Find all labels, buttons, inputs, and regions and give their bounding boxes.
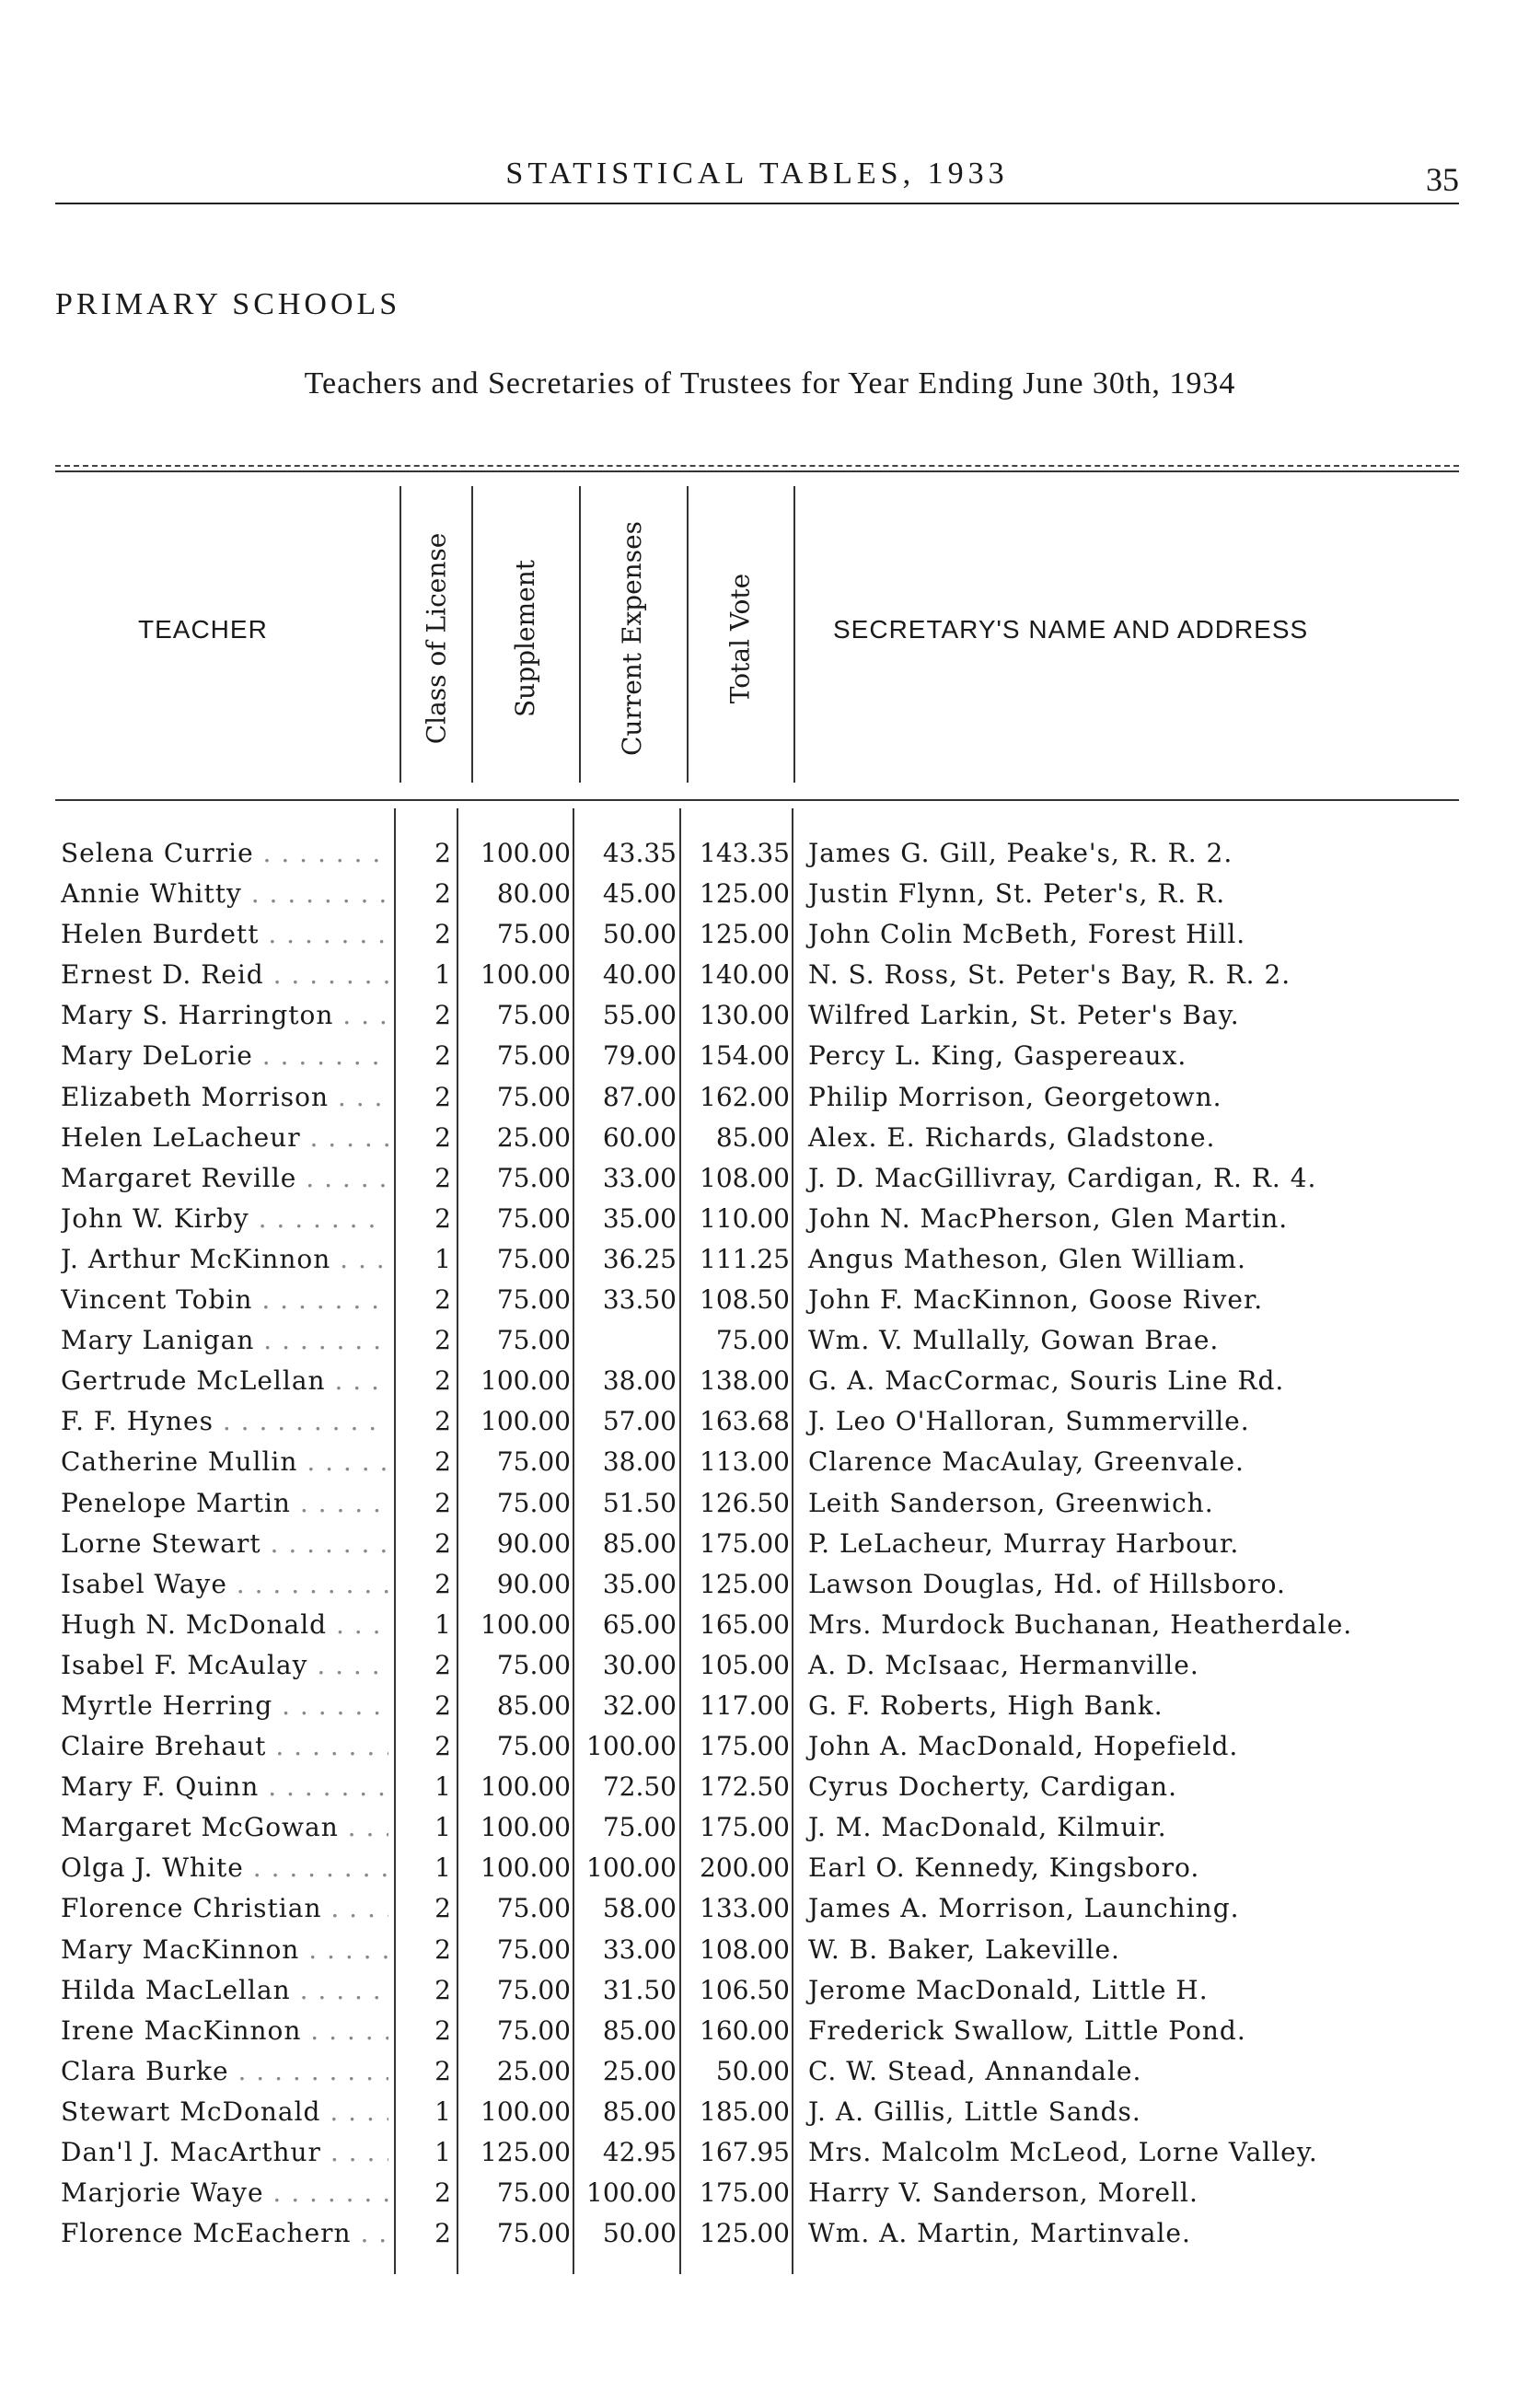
teacher-name: J. Arthur McKinnon . . . [61,1239,388,1280]
teacher-name: Clara Burke . . . [61,2051,388,2092]
total-vote-amount: 162.00 [700,1081,790,1112]
total-vote-amount: 108.50 [700,1284,790,1316]
secretary-name-address: Wilfred Larkin, St. Peter's Bay. [808,1000,1240,1031]
current-expenses-amount: 30.00 [602,1649,677,1680]
teacher-name: John W. Kirby . . . [61,1199,388,1239]
supplement-amount: 75.00 [496,2014,571,2046]
total-vote-amount: 126.50 [700,1487,790,1518]
current-expenses-amount: 100.00 [586,2177,677,2209]
secretary-name-address: Wm. A. Martin, Martinvale. [808,2218,1191,2249]
table-row [0,995,1540,1036]
class-of-license: 2 [434,1365,451,1397]
table-top-rule [55,465,1459,467]
supplement-amount: 75.00 [496,919,571,950]
total-vote-amount: 50.00 [715,2055,790,2086]
total-vote-amount: 106.50 [700,1974,790,2005]
class-of-license: 2 [434,1406,451,1437]
page-number: 35 [1426,161,1459,198]
secretary-name-address: A. D. McIsaac, Hermanville. [808,1649,1199,1680]
table-row [0,1401,1540,1442]
table-row [0,955,1540,995]
total-vote-amount: 175.00 [700,1731,790,1762]
supplement-amount: 75.00 [496,1325,571,1356]
table-row [0,1686,1540,1726]
teacher-name: Ernest D. Reid . . . [61,955,388,995]
section-title: PRIMARY SCHOOLS [55,287,401,321]
current-expenses-amount: 25.00 [602,2055,677,2086]
total-vote-amount: 108.00 [700,1933,790,1965]
teacher-name: Dan'l J. MacArthur . . . [61,2132,388,2173]
table-row [0,2132,1540,2173]
class-of-license: 2 [434,2055,451,2086]
supplement-amount: 75.00 [496,1243,571,1274]
table-row [0,833,1540,874]
header-secretary: SECRETARY'S NAME AND ADDRESS [833,615,1309,644]
supplement-amount: 100.00 [481,2095,571,2127]
supplement-amount: 90.00 [496,1527,571,1559]
secretary-name-address: Cyrus Docherty, Cardigan. [808,1771,1177,1803]
table-row [0,1524,1540,1564]
teacher-name: Mary S. Harrington . . . [61,995,388,1036]
class-of-license: 2 [434,1081,451,1112]
class-of-license: 2 [434,1974,451,2005]
total-vote-amount: 200.00 [700,1852,790,1884]
teacher-name: Florence McEachern . . . [61,2213,388,2254]
teacher-name: Lorne Stewart . . . [61,1524,388,1564]
total-vote-amount: 133.00 [700,1893,790,1924]
supplement-amount: 100.00 [481,1852,571,1884]
class-of-license: 2 [434,1487,451,1518]
supplement-amount: 75.00 [496,2218,571,2249]
table-row [0,1767,1540,1807]
table-row [0,1036,1540,1076]
teacher-name: Mary MacKinnon . . . [61,1930,388,1970]
secretary-name-address: Percy L. King, Gaspereaux. [808,1040,1187,1072]
current-expenses-amount: 31.50 [602,1974,677,2005]
table-row [0,2092,1540,2132]
secretary-name-address: Harry V. Sanderson, Morell. [808,2177,1198,2209]
table-row [0,1483,1540,1524]
supplement-amount: 100.00 [481,1365,571,1397]
table-body [0,833,1540,2254]
secretary-name-address: Frederick Swallow, Little Pond. [808,2014,1246,2046]
supplement-amount: 100.00 [481,959,571,991]
total-vote-amount: 108.00 [700,1162,790,1193]
header-bottom-rule [55,799,1459,801]
table-row [0,1807,1540,1848]
teacher-name: Catherine Mullin . . . [61,1442,388,1482]
secretary-name-address: James G. Gill, Peake's, R. R. 2. [808,838,1233,868]
current-expenses-amount: 38.00 [602,1365,677,1397]
secretary-name-address: N. S. Ross, St. Peter's Bay, R. R. 2. [808,959,1291,991]
header-class-of-license: Class of License [421,532,452,744]
class-of-license: 2 [434,1649,451,1680]
secretary-name-address: Jerome MacDonald, Little H. [808,1974,1209,2005]
teacher-name: Olga J. White . . . [61,1848,388,1888]
table-row [0,874,1540,914]
table-row [0,1361,1540,1401]
current-expenses-amount: 35.00 [602,1202,677,1234]
secretary-name-address: Leith Sanderson, Greenwich. [808,1487,1214,1518]
secretary-name-address: J. M. MacDonald, Kilmuir. [808,1812,1167,1843]
current-expenses-amount: 72.50 [602,1771,677,1803]
table-row [0,1930,1540,1970]
class-of-license: 2 [434,919,451,950]
secretary-name-address: G. F. Roberts, High Bank. [808,1689,1164,1721]
teacher-name: Stewart McDonald . . . [61,2092,388,2132]
secretary-name-address: J. Leo O'Halloran, Summerville. [808,1406,1250,1437]
current-expenses-amount: 100.00 [586,1731,677,1762]
total-vote-amount: 175.00 [700,2177,790,2209]
table-row [0,2051,1540,2092]
table-row [0,1280,1540,1320]
class-of-license: 2 [434,1689,451,1721]
teacher-name: Claire Brehaut . . . [61,1726,388,1767]
current-expenses-amount: 75.00 [602,1812,677,1843]
total-vote-amount: 111.25 [700,1243,790,1274]
current-expenses-amount: 100.00 [586,1852,677,1884]
secretary-name-address: John A. MacDonald, Hopefield. [808,1731,1239,1762]
table-row [0,2213,1540,2254]
total-vote-amount: 172.50 [700,1771,790,1803]
secretary-name-address: J. D. MacGillivray, Cardigan, R. R. 4. [808,1162,1317,1193]
teacher-name: Helen LeLacheur . . . [61,1118,388,1158]
current-expenses-amount: 35.00 [602,1568,677,1599]
secretary-name-address: Clarence MacAulay, Greenvale. [808,1446,1245,1478]
table-top-rule-inner [55,470,1459,472]
supplement-amount: 90.00 [496,1568,571,1599]
current-expenses-amount: 79.00 [602,1040,677,1072]
class-of-license: 2 [434,838,451,868]
teacher-name: Mary F. Quinn . . . [61,1767,388,1807]
teacher-name: Helen Burdett . . . [61,914,388,955]
supplement-amount: 100.00 [481,1608,571,1640]
teacher-name: Margaret McGowan . . . [61,1807,388,1848]
total-vote-amount: 117.00 [700,1689,790,1721]
current-expenses-amount: 58.00 [602,1893,677,1924]
table-row [0,1118,1540,1158]
table-row [0,1645,1540,1686]
running-title: STATISTICAL TABLES, 1933 [505,157,1009,191]
current-expenses-amount: 33.00 [602,1933,677,1965]
running-head [55,157,1459,204]
teacher-name: Irene MacKinnon . . . [61,2011,388,2051]
class-of-license: 1 [434,1812,451,1843]
header-divider [793,486,795,783]
current-expenses-amount: 85.00 [602,1527,677,1559]
total-vote-amount: 143.35 [700,838,790,868]
secretary-name-address: Wm. V. Mullally, Gowan Brae. [808,1325,1220,1356]
current-expenses-amount: 51.50 [602,1487,677,1518]
class-of-license: 2 [434,1731,451,1762]
total-vote-amount: 175.00 [700,1527,790,1559]
current-expenses-amount: 57.00 [602,1406,677,1437]
supplement-amount: 75.00 [496,1893,571,1924]
class-of-license: 2 [434,1000,451,1031]
total-vote-amount: 125.00 [700,878,790,910]
teacher-name: Hilda MacLellan . . . [61,1970,388,2011]
total-vote-amount: 85.00 [715,1121,790,1153]
total-vote-amount: 185.00 [700,2095,790,2127]
total-vote-amount: 130.00 [700,1000,790,1031]
teacher-name: Vincent Tobin . . . [61,1280,388,1320]
supplement-amount: 75.00 [496,2177,571,2209]
class-of-license: 1 [434,1852,451,1884]
total-vote-amount: 113.00 [700,1446,790,1478]
class-of-license: 2 [434,1202,451,1234]
secretary-name-address: Alex. E. Richards, Gladstone. [808,1121,1216,1153]
current-expenses-amount: 45.00 [602,878,677,910]
supplement-amount: 75.00 [496,1000,571,1031]
supplement-amount: 100.00 [481,838,571,868]
total-vote-amount: 110.00 [700,1202,790,1234]
supplement-amount: 75.00 [496,1081,571,1112]
secretary-name-address: Earl O. Kennedy, Kingsboro. [808,1852,1200,1884]
class-of-license: 1 [434,2095,451,2127]
teacher-name: Penelope Martin . . . [61,1483,388,1524]
table-row [0,1726,1540,1767]
total-vote-amount: 140.00 [700,959,790,991]
secretary-name-address: John N. MacPherson, Glen Martin. [808,1202,1289,1234]
current-expenses-amount: 33.50 [602,1284,677,1316]
total-vote-amount: 160.00 [700,2014,790,2046]
class-of-license: 1 [434,1608,451,1640]
class-of-license: 2 [434,1933,451,1965]
class-of-license: 2 [434,1568,451,1599]
teacher-name: F. F. Hynes . . . [61,1401,388,1442]
section-subtitle: Teachers and Secretaries of Trustees for Year Ending June 30th, 1934 [304,366,1236,400]
total-vote-amount: 163.68 [700,1406,790,1437]
supplement-amount: 75.00 [496,1974,571,2005]
supplement-amount: 100.00 [481,1812,571,1843]
supplement-amount: 75.00 [496,1487,571,1518]
supplement-amount: 100.00 [481,1771,571,1803]
supplement-amount: 75.00 [496,1202,571,1234]
current-expenses-amount: 43.35 [602,838,677,868]
teacher-name: Isabel Waye . . . [61,1564,388,1605]
current-expenses-amount: 85.00 [602,2014,677,2046]
table-row [0,914,1540,955]
secretary-name-address: Justin Flynn, St. Peter's, R. R. [808,878,1226,910]
header-total-vote: Total Vote [724,573,756,703]
table-row [0,1564,1540,1605]
table-row [0,1848,1540,1888]
class-of-license: 2 [434,2218,451,2249]
class-of-license: 2 [434,2177,451,2209]
table-row [0,1442,1540,1482]
header-supplement: Supplement [509,559,540,717]
secretary-name-address: Angus Matheson, Glen William. [808,1243,1246,1274]
supplement-amount: 25.00 [496,2055,571,2086]
current-expenses-amount: 40.00 [602,959,677,991]
supplement-amount: 75.00 [496,1446,571,1478]
current-expenses-amount: 33.00 [602,1162,677,1193]
supplement-amount: 75.00 [496,1162,571,1193]
current-expenses-amount: 32.00 [602,1689,677,1721]
class-of-license: 2 [434,1284,451,1316]
secretary-name-address: G. A. MacCormac, Souris Line Rd. [808,1365,1285,1397]
table-row [0,1077,1540,1118]
teacher-name: Margaret Reville . . . [61,1158,388,1199]
table-row [0,1888,1540,1929]
secretary-name-address: Mrs. Murdock Buchanan, Heatherdale. [808,1608,1353,1640]
secretary-name-address: Lawson Douglas, Hd. of Hillsboro. [808,1568,1286,1599]
teacher-name: Isabel F. McAulay . . . [61,1645,388,1686]
header-teacher: TEACHER [138,615,268,644]
class-of-license: 2 [434,1893,451,1924]
current-expenses-amount: 50.00 [602,2218,677,2249]
secretary-name-address: J. A. Gillis, Little Sands. [808,2095,1141,2127]
table-row [0,1239,1540,1280]
teacher-name: Annie Whitty . . . [61,874,388,914]
teacher-name: Florence Christian . . . [61,1888,388,1929]
header-divider [579,486,581,783]
total-vote-amount: 154.00 [700,1040,790,1072]
table-row [0,1320,1540,1361]
secretary-name-address: Mrs. Malcolm McLeod, Lorne Valley. [808,2137,1318,2167]
current-expenses-amount: 55.00 [602,1000,677,1031]
current-expenses-amount: 50.00 [602,919,677,950]
table-row [0,2173,1540,2213]
class-of-license: 1 [434,1243,451,1274]
total-vote-amount: 125.00 [700,1568,790,1599]
current-expenses-amount: 42.95 [602,2137,677,2167]
teacher-name: Hugh N. McDonald . . . [61,1605,388,1645]
supplement-amount: 85.00 [496,1689,571,1721]
table-row [0,1970,1540,2011]
secretary-name-address: James A. Morrison, Launching. [808,1893,1240,1924]
supplement-amount: 100.00 [481,1406,571,1437]
secretary-name-address: C. W. Stead, Annandale. [808,2055,1142,2086]
total-vote-amount: 75.00 [715,1325,790,1356]
supplement-amount: 125.00 [481,2137,571,2167]
class-of-license: 2 [434,1162,451,1193]
total-vote-amount: 138.00 [700,1365,790,1397]
current-expenses-amount: 60.00 [602,1121,677,1153]
supplement-amount: 75.00 [496,1731,571,1762]
supplement-amount: 75.00 [496,1284,571,1316]
teacher-name: Selena Currie . . . [61,833,388,874]
current-expenses-amount: 38.00 [602,1446,677,1478]
table-row [0,1605,1540,1645]
total-vote-amount: 165.00 [700,1608,790,1640]
supplement-amount: 75.00 [496,1040,571,1072]
secretary-name-address: P. LeLacheur, Murray Harbour. [808,1527,1240,1559]
teacher-name: Mary Lanigan . . . [61,1320,388,1361]
supplement-amount: 80.00 [496,878,571,910]
class-of-license: 1 [434,959,451,991]
teacher-name: Myrtle Herring . . . [61,1686,388,1726]
class-of-license: 2 [434,878,451,910]
class-of-license: 2 [434,1446,451,1478]
supplement-amount: 75.00 [496,1649,571,1680]
current-expenses-amount: 87.00 [602,1081,677,1112]
supplement-amount: 75.00 [496,1933,571,1965]
teacher-name: Marjorie Waye . . . [61,2173,388,2213]
class-of-license: 2 [434,1040,451,1072]
class-of-license: 2 [434,1325,451,1356]
secretary-name-address: W. B. Baker, Lakeville. [808,1933,1120,1965]
current-expenses-amount: 65.00 [602,1608,677,1640]
table-row [0,1199,1540,1239]
teacher-name: Elizabeth Morrison . . . [61,1077,388,1118]
header-divider [687,486,689,783]
total-vote-amount: 167.95 [700,2137,790,2167]
total-vote-amount: 125.00 [700,2218,790,2249]
secretary-name-address: Philip Morrison, Georgetown. [808,1081,1222,1112]
class-of-license: 2 [434,1527,451,1559]
class-of-license: 2 [434,1121,451,1153]
class-of-license: 1 [434,1771,451,1803]
class-of-license: 2 [434,2014,451,2046]
supplement-amount: 25.00 [496,1121,571,1153]
teacher-name: Gertrude McLellan . . . [61,1361,388,1401]
current-expenses-amount: 36.25 [602,1243,677,1274]
table-row [0,1158,1540,1199]
total-vote-amount: 105.00 [700,1649,790,1680]
header-current-expenses: Current Expenses [617,520,648,756]
teacher-name: Mary DeLorie . . . [61,1036,388,1076]
table-row [0,2011,1540,2051]
secretary-name-address: John Colin McBeth, Forest Hill. [808,919,1246,950]
total-vote-amount: 175.00 [700,1812,790,1843]
total-vote-amount: 125.00 [700,919,790,950]
class-of-license: 1 [434,2137,451,2167]
secretary-name-address: John F. MacKinnon, Goose River. [808,1284,1264,1316]
current-expenses-amount: 85.00 [602,2095,677,2127]
